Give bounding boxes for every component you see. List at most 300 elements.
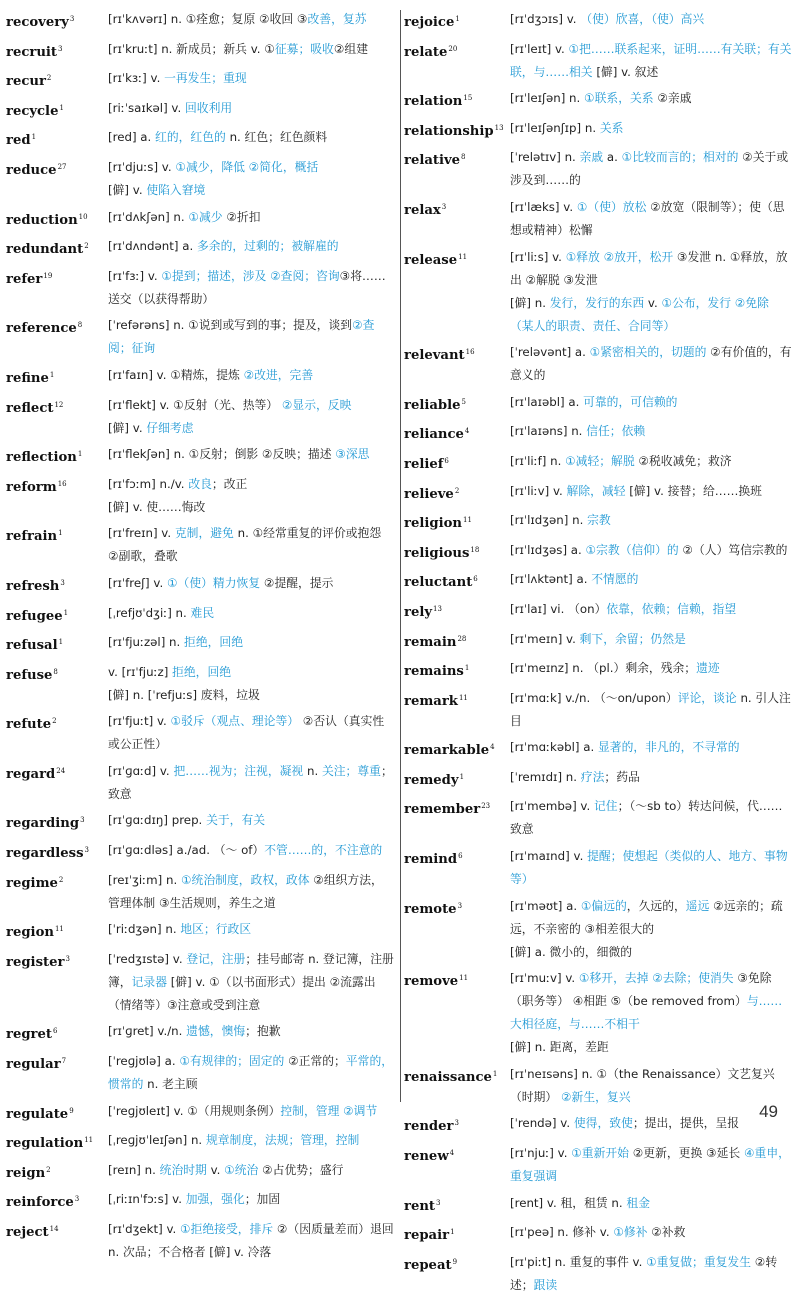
definition-text: ；致意 bbox=[108, 763, 393, 801]
headword bbox=[6, 1188, 108, 1214]
definition-text: ；提出，提供，呈报 bbox=[632, 1116, 740, 1131]
highlighted-meaning: 地区；行政区 bbox=[180, 922, 252, 937]
definition-text: [rɪˈlɪdʒəs] a. bbox=[510, 542, 586, 557]
definition bbox=[510, 480, 796, 503]
highlighted-meaning: ①联系，关系 bbox=[584, 91, 654, 106]
definition bbox=[510, 598, 796, 621]
highlighted-meaning: ①减轻；解脱 bbox=[565, 453, 635, 468]
frequency-count: 16 bbox=[465, 348, 475, 357]
headword-text: religion bbox=[404, 516, 462, 532]
frequency-count: 8 bbox=[77, 321, 83, 330]
definition-text: [rɪˈflekt] v. ①反射（光、热等） bbox=[108, 397, 282, 412]
definition-text: [ˈrendə] v. bbox=[510, 1116, 574, 1131]
headword bbox=[404, 1142, 510, 1168]
definition-text: [reɪˈʒiːm] n. bbox=[108, 872, 181, 887]
definition-text: a. bbox=[603, 150, 622, 165]
definition bbox=[108, 839, 398, 862]
definition-text: [rɪˈlaɪ] vi. （on） bbox=[510, 601, 607, 616]
definition-text: [rɪˈfjuːzəl] n. bbox=[108, 635, 185, 650]
definition-text: [rɪˈmuːv] v. bbox=[510, 971, 579, 986]
definition bbox=[108, 67, 398, 90]
headword-text: reliable bbox=[404, 397, 461, 413]
headword bbox=[6, 443, 108, 469]
entry-render bbox=[404, 1112, 796, 1138]
entry-remarkable bbox=[404, 736, 796, 762]
headword bbox=[6, 156, 108, 182]
definition-text: [rɪˈdjuːs] v. bbox=[108, 159, 176, 174]
definition-text: [red] a. bbox=[108, 130, 156, 145]
definition bbox=[108, 314, 398, 360]
definition bbox=[510, 657, 796, 680]
headword-text: recruit bbox=[6, 44, 58, 60]
frequency-count: 11 bbox=[458, 252, 468, 261]
headword bbox=[6, 38, 108, 64]
entry-reliance bbox=[404, 420, 796, 446]
frequency-count: 8 bbox=[461, 153, 466, 162]
headword bbox=[404, 568, 510, 594]
frequency-count: 14 bbox=[49, 1225, 59, 1233]
highlighted-meaning: ②显示，反映 bbox=[281, 397, 352, 412]
definition-text: ；药品 bbox=[604, 769, 640, 784]
headword-text: release bbox=[404, 252, 458, 268]
highlighted-meaning: 提醒；使想起（类似的人、地方、事物等） bbox=[510, 849, 788, 887]
entry-reduce bbox=[6, 156, 398, 202]
highlighted-meaning: ①有规律的；固定的 bbox=[179, 1054, 285, 1069]
headword bbox=[6, 8, 108, 34]
headword-text: regular bbox=[6, 1057, 61, 1073]
definition-text: [ˈrelətɪv] n. bbox=[510, 150, 580, 165]
definition-text: ③将……送交（以获得帮助） bbox=[108, 268, 386, 306]
highlighted-meaning: 遥远 bbox=[685, 898, 710, 913]
highlighted-meaning: ①比较而言的；相对的 bbox=[621, 150, 739, 165]
definition-text: [ˈriːdʒən] n. bbox=[108, 922, 181, 937]
headword-text: red bbox=[6, 133, 31, 149]
entry-reform bbox=[6, 473, 398, 519]
headword-text: redundant bbox=[6, 242, 84, 258]
frequency-count: 1 bbox=[492, 1069, 498, 1078]
definition-text: [rɪˈlaɪəbl] a. bbox=[510, 394, 584, 409]
frequency-count: 3 bbox=[65, 954, 70, 963]
definition bbox=[108, 206, 398, 229]
headword-text: relationship bbox=[404, 123, 494, 139]
frequency-count: 10 bbox=[78, 212, 88, 221]
entry-regarding bbox=[6, 809, 398, 835]
highlighted-meaning: 改善，复苏 bbox=[307, 12, 367, 26]
frequency-count: 11 bbox=[84, 1136, 94, 1145]
entry-reluctant bbox=[404, 568, 796, 594]
frequency-count: 11 bbox=[54, 925, 64, 934]
definition-text: [僻] n. 距离，差距 bbox=[510, 1040, 609, 1055]
headword-text: renaissance bbox=[404, 1069, 492, 1085]
headword-text: reliance bbox=[404, 427, 464, 443]
definition-text: [rɪˈmɑːk] v./n. （～on/upon） bbox=[510, 690, 678, 705]
entry-relax bbox=[404, 196, 796, 242]
frequency-count: 6 bbox=[473, 575, 478, 584]
highlighted-meaning: 解除，减轻 bbox=[566, 483, 626, 498]
definition bbox=[108, 572, 398, 595]
frequency-count: 4 bbox=[490, 743, 495, 752]
highlighted-meaning: 关于，有关 bbox=[206, 813, 266, 828]
entry-refresh bbox=[6, 572, 398, 598]
frequency-count: 18 bbox=[470, 545, 480, 554]
headword bbox=[404, 539, 510, 565]
entry-relief bbox=[404, 450, 796, 476]
headword bbox=[404, 687, 510, 713]
definition bbox=[108, 948, 398, 1017]
headword-text: regardless bbox=[6, 846, 84, 862]
headword bbox=[404, 341, 510, 367]
frequency-count: 24 bbox=[56, 766, 66, 775]
headword bbox=[6, 364, 108, 390]
headword bbox=[404, 38, 510, 64]
frequency-count: 1 bbox=[455, 15, 460, 23]
definition bbox=[108, 38, 398, 61]
definition-text: [rɪˈmembə] v. bbox=[510, 799, 594, 814]
headword-text: regulation bbox=[6, 1136, 84, 1152]
definition-text: ②组建 bbox=[333, 41, 369, 56]
definition-text: [rɪˈɡɑːd] v. bbox=[108, 763, 174, 778]
definition-text: [僻] v. bbox=[108, 420, 147, 435]
frequency-count: 11 bbox=[459, 974, 469, 983]
headword-text: remove bbox=[404, 974, 459, 990]
highlighted-meaning: ①重复做；重复发生 bbox=[646, 1254, 752, 1269]
definition-text: [rɪˈlɪdʒən] n. bbox=[510, 513, 588, 528]
highlighted-meaning: 关注；尊重 bbox=[321, 763, 381, 778]
headword-text: reflection bbox=[6, 450, 77, 466]
headword bbox=[6, 572, 108, 598]
highlighted-meaning: 租金 bbox=[626, 1195, 650, 1210]
highlighted-meaning: ①（使）精力恢复 bbox=[166, 575, 261, 590]
headword bbox=[6, 869, 108, 895]
definition-text: [rɪˈkʌvərɪ] n. ①痊愈；复原 ②收回 ③ bbox=[108, 12, 308, 26]
highlighted-meaning: 疗法 bbox=[580, 769, 605, 784]
highlighted-meaning: ①（使）放松 bbox=[576, 199, 647, 214]
entry-refugee bbox=[6, 602, 398, 628]
definition bbox=[108, 364, 398, 387]
definition bbox=[108, 522, 398, 568]
definition bbox=[108, 265, 398, 311]
headword-text: relax bbox=[404, 202, 441, 218]
highlighted-meaning: 与……大相径庭，与……不相干 bbox=[510, 994, 783, 1032]
highlighted-meaning: 评论，谈论 bbox=[677, 690, 737, 705]
definition-text: ②远亲的；疏远，不亲密的 ③相差很大的 bbox=[510, 898, 783, 936]
headword-text: remark bbox=[404, 693, 458, 709]
highlighted-meaning: 使得，致使 bbox=[573, 1116, 633, 1131]
frequency-count: 23 bbox=[481, 802, 491, 811]
headword-text: region bbox=[6, 925, 54, 941]
headword bbox=[6, 918, 108, 944]
entry-reject bbox=[6, 1218, 398, 1264]
definition-text: [reɪn] n. bbox=[108, 1162, 160, 1177]
entry-region bbox=[6, 918, 398, 944]
definition-text: [rɪˈleɪt] v. bbox=[510, 41, 569, 56]
definition-text: [rɪˈməʊt] a. bbox=[510, 898, 581, 913]
highlighted-meaning: ①减少，降低 ②简化，概括 bbox=[175, 159, 319, 174]
frequency-count: 2 bbox=[58, 875, 64, 884]
highlighted-meaning: ①统治制度，政权，政体 bbox=[180, 872, 310, 887]
headword bbox=[404, 246, 510, 272]
headword-text: reference bbox=[6, 321, 77, 337]
headword bbox=[404, 1221, 510, 1247]
definition-text: [僻] v. 叙述 bbox=[592, 64, 659, 79]
definition-text: [rɪˈfreʃ] v. bbox=[108, 575, 167, 590]
highlighted-meaning: ①提到；描述，涉及 ②查阅；咨询 bbox=[161, 268, 340, 283]
definition-text: [ˌreɡjʊˈleɪʃən] n. bbox=[108, 1133, 206, 1148]
frequency-count: 1 bbox=[459, 772, 465, 781]
frequency-count: 2 bbox=[52, 717, 57, 726]
frequency-count: 13 bbox=[494, 123, 504, 132]
highlighted-meaning: ①减少 bbox=[188, 209, 223, 224]
definition bbox=[510, 766, 796, 789]
headword-text: refresh bbox=[6, 578, 60, 594]
entry-refusal bbox=[6, 631, 398, 657]
highlighted-meaning: 使陷入窘境 bbox=[146, 182, 206, 197]
entry-rent bbox=[404, 1192, 796, 1218]
entry-relate bbox=[404, 38, 796, 84]
entry-renaissance bbox=[404, 1063, 796, 1109]
entry-refuse bbox=[6, 661, 398, 707]
definition bbox=[108, 97, 398, 120]
entry-remove bbox=[404, 967, 796, 1059]
headword-text: remarkable bbox=[404, 743, 490, 759]
entry-relieve bbox=[404, 480, 796, 506]
entry-recycle bbox=[6, 97, 398, 123]
headword-text: regime bbox=[6, 875, 58, 891]
definition-text: [rɪˈfreɪn] v. bbox=[108, 526, 175, 541]
definition bbox=[108, 1218, 398, 1264]
entry-relative bbox=[404, 146, 796, 192]
entry-remind bbox=[404, 845, 796, 891]
highlighted-meaning: 登记，注册 bbox=[186, 951, 246, 966]
frequency-count: 4 bbox=[449, 1149, 455, 1158]
headword bbox=[404, 628, 510, 654]
definition-text: [僻] v. 接替；给……换班 bbox=[625, 483, 762, 498]
headword bbox=[404, 1112, 510, 1138]
headword bbox=[6, 1218, 108, 1244]
highlighted-meaning: 记住 bbox=[593, 799, 618, 814]
headword-text: refer bbox=[6, 271, 43, 287]
headword-text: regret bbox=[6, 1027, 52, 1043]
highlighted-meaning: 难民 bbox=[190, 605, 215, 620]
frequency-count: 20 bbox=[448, 44, 458, 53]
definition-text: ③免除（职务等） ④相距 ⑤（be removed from） bbox=[510, 971, 772, 1009]
headword bbox=[404, 895, 510, 921]
definition-text: ②亲戚 bbox=[653, 91, 692, 106]
headword bbox=[6, 1050, 108, 1076]
frequency-count: 2 bbox=[46, 74, 52, 83]
headword bbox=[6, 314, 108, 340]
entry-reduction bbox=[6, 206, 398, 232]
highlighted-meaning: ①释放 ②放开，松开 bbox=[565, 249, 674, 264]
highlighted-meaning: 把……视为；注视，凝视 bbox=[173, 763, 304, 778]
headword-text: regulate bbox=[6, 1106, 69, 1122]
entry-regulate bbox=[6, 1100, 398, 1126]
definition bbox=[108, 631, 398, 654]
headword bbox=[404, 1063, 510, 1089]
definition-text: n. 引人注目 bbox=[510, 690, 791, 728]
definition-text: ②放宽（限制等）；使（思想或精神）松懈 bbox=[510, 199, 785, 237]
definition-text: ；加固 bbox=[244, 1192, 281, 1207]
headword bbox=[404, 117, 510, 143]
frequency-count: 9 bbox=[452, 1257, 458, 1266]
frequency-count: 1 bbox=[63, 608, 69, 617]
entry-relationship bbox=[404, 117, 796, 143]
definition-text: [rɪˈnjuː] v. bbox=[510, 1146, 572, 1161]
highlighted-meaning: 依靠，依赖；信赖，指望 bbox=[606, 601, 737, 616]
entry-remains bbox=[404, 657, 796, 683]
highlighted-meaning: 征募；吸收 bbox=[274, 41, 334, 56]
entry-reinforce bbox=[6, 1188, 398, 1214]
headword-text: recovery bbox=[6, 15, 69, 30]
frequency-count: 1 bbox=[31, 133, 37, 142]
definition bbox=[510, 687, 796, 733]
headword-text: relevant bbox=[404, 348, 465, 364]
definition bbox=[108, 809, 398, 832]
highlighted-meaning: ②查阅；征询 bbox=[108, 318, 375, 356]
definition-text: [僻] v. ①（以书面形式）提出 ②流露出（情绪等）③注意或受到注意 bbox=[108, 974, 376, 1012]
definition-text: ②否认（真实性或公正性） bbox=[108, 714, 385, 752]
entry-remain bbox=[404, 628, 796, 654]
definition bbox=[510, 628, 796, 651]
frequency-count: 3 bbox=[441, 202, 447, 211]
headword-text: recur bbox=[6, 74, 46, 90]
entry-recur bbox=[6, 67, 398, 93]
definition-text: [rɪˈdʌndənt] a. bbox=[108, 239, 197, 254]
definition-text: [ˈredʒɪstə] v. bbox=[108, 951, 187, 966]
definition bbox=[510, 8, 796, 31]
headword-text: regard bbox=[6, 766, 56, 782]
headword bbox=[404, 420, 510, 446]
headword-text: refugee bbox=[6, 608, 63, 624]
definition-text: [rɪˈfaɪn] v. ①精炼，提炼 bbox=[108, 367, 244, 382]
definition bbox=[108, 156, 398, 202]
frequency-count: 28 bbox=[457, 634, 467, 643]
highlighted-meaning: ④重申，重复强调 bbox=[510, 1146, 790, 1184]
definition-text: ②税收减免；救济 bbox=[634, 453, 732, 468]
frequency-count: 3 bbox=[457, 901, 463, 910]
definition bbox=[108, 235, 398, 258]
entry-refrain bbox=[6, 522, 398, 568]
definition bbox=[510, 391, 796, 414]
headword-text: render bbox=[404, 1119, 454, 1135]
highlighted-meaning: 加强，强化 bbox=[185, 1192, 245, 1207]
definition bbox=[108, 760, 398, 806]
definition-text: [ˈremɪdɪ] n. bbox=[510, 769, 581, 784]
highlighted-meaning: 拒绝，回绝 bbox=[172, 664, 232, 679]
frequency-count: 3 bbox=[60, 578, 65, 587]
definition bbox=[510, 845, 796, 891]
entry-red bbox=[6, 126, 398, 152]
headword bbox=[6, 1129, 108, 1155]
frequency-count: 5 bbox=[461, 397, 466, 406]
headword bbox=[6, 394, 108, 420]
frequency-count: 3 bbox=[69, 15, 75, 23]
definition-text: ②有价值的，有意义的 bbox=[510, 345, 792, 383]
frequency-count: 7 bbox=[61, 1057, 67, 1066]
definition-text: [rent] v. 租，租赁 n. bbox=[510, 1195, 627, 1210]
headword bbox=[404, 795, 510, 821]
highlighted-meaning: 剩下，余留；仍然是 bbox=[579, 631, 686, 646]
entry-religious bbox=[404, 539, 796, 565]
definition-text: [rɪˈdʌkʃən] n. bbox=[108, 209, 189, 224]
definition-text: v. bbox=[206, 1162, 225, 1177]
highlighted-meaning: 拒绝，回绝 bbox=[184, 635, 244, 650]
headword-text: renew bbox=[404, 1149, 449, 1165]
definition-text: [rɪˈmeɪn] v. bbox=[510, 631, 580, 646]
headword-text: reduction bbox=[6, 212, 78, 228]
headword bbox=[6, 97, 108, 123]
definition-text: [rɪˈleɪʃənʃɪp] n. bbox=[510, 120, 600, 135]
highlighted-meaning: 记录器 bbox=[131, 974, 168, 989]
highlighted-meaning: 平常的，惯常的 bbox=[108, 1054, 394, 1092]
definition bbox=[108, 869, 398, 915]
headword-text: refusal bbox=[6, 638, 58, 654]
highlighted-meaning: 亲戚 bbox=[579, 150, 604, 165]
definition bbox=[108, 918, 398, 941]
entry-repair bbox=[404, 1221, 796, 1247]
definition-text: [僻] n. bbox=[510, 295, 550, 310]
entry-regime bbox=[6, 869, 398, 915]
definition-text: [僻] n. [ˈrefjuːs] 废料，垃圾 bbox=[108, 687, 260, 702]
definition bbox=[108, 710, 398, 756]
headword bbox=[6, 602, 108, 628]
definition-text: [ˌrefjʊˈdʒiː] n. bbox=[108, 605, 191, 620]
headword-text: regarding bbox=[6, 816, 80, 832]
highlighted-meaning: ①修补 bbox=[613, 1225, 648, 1240]
headword bbox=[6, 206, 108, 232]
headword bbox=[404, 196, 510, 222]
highlighted-meaning: 显著的，非凡的，不寻常的 bbox=[597, 740, 740, 755]
definition-text: [rɪˈlʌktənt] a. bbox=[510, 572, 592, 587]
headword-text: reinforce bbox=[6, 1195, 74, 1211]
frequency-count: 2 bbox=[84, 242, 89, 251]
highlighted-meaning: 信任；依赖 bbox=[586, 424, 646, 439]
headword bbox=[6, 1020, 108, 1046]
frequency-count: 1 bbox=[59, 103, 64, 112]
headword-text: relation bbox=[404, 94, 463, 110]
definition bbox=[510, 795, 796, 841]
entry-recruit bbox=[6, 38, 398, 64]
definition-text: v. bbox=[644, 295, 662, 310]
definition bbox=[510, 539, 796, 562]
headword bbox=[404, 1192, 510, 1218]
headword bbox=[6, 839, 108, 865]
definition bbox=[108, 1188, 398, 1211]
definition-text: [僻] v. 使……悔改 bbox=[108, 499, 206, 514]
headword-text: register bbox=[6, 954, 65, 970]
headword bbox=[404, 450, 510, 476]
entry-recovery bbox=[6, 8, 398, 34]
headword bbox=[6, 67, 108, 93]
definition-text: [rɪˈpiːt] n. 重复的事件 v. bbox=[510, 1254, 647, 1269]
definition-text: [rɪˈflekʃən] n. ①反射；倒影 ②反映；描述 bbox=[108, 447, 336, 462]
headword bbox=[6, 235, 108, 261]
definition-text: [rɪˈɡret] v./n. bbox=[108, 1024, 187, 1039]
entry-release bbox=[404, 246, 796, 338]
headword bbox=[404, 480, 510, 506]
definition-text: [rɪˈfɔːm] n./v. bbox=[108, 476, 189, 491]
definition bbox=[108, 8, 398, 31]
definition-text: ②占优势；盛行 bbox=[258, 1162, 344, 1177]
frequency-count: 16 bbox=[57, 479, 67, 488]
headword bbox=[6, 126, 108, 152]
entry-remember bbox=[404, 795, 796, 841]
frequency-count: 6 bbox=[444, 456, 449, 465]
headword-text: reflect bbox=[6, 400, 54, 416]
definition-text: [rɪˈneɪsəns] n. ①（the Renaissance）文艺复兴（时期） bbox=[510, 1066, 775, 1104]
frequency-count: 6 bbox=[53, 1027, 58, 1036]
definition-text: [rɪˈliːv] v. bbox=[510, 483, 567, 498]
